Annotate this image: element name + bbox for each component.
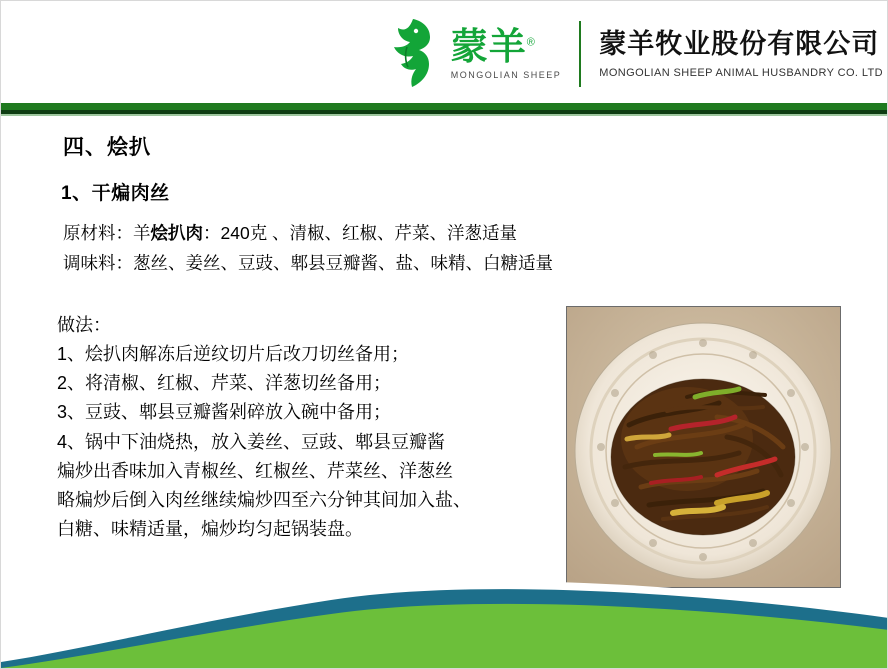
header-rule-thin (1, 114, 888, 116)
company-english-name: MONGOLIAN SHEEP ANIMAL HUSBANDRY CO. LTD (599, 66, 883, 79)
steps-heading: 做法： (57, 315, 111, 335)
logo-chinese-name (451, 28, 536, 65)
step-line: 3、豆豉、郫县豆瓣酱剁碎放入碗中备用； (57, 402, 392, 423)
step-line: 4、锅中下油烧热，放入姜丝、豆豉、郫县豆瓣酱 (57, 431, 446, 452)
brand-divider (579, 21, 581, 87)
dish-title: 1、干煸肉丝 (61, 183, 170, 204)
logo-text (451, 17, 562, 91)
step-line: 白糖、味精适量，煸炒均匀起锅装盘。 (57, 519, 363, 540)
ingredients-line-2: 调味料：葱丝、姜丝、豆豉、郫县豆瓣酱、盐、味精、白糖适量 (63, 253, 553, 274)
logo-cn-text: 蒙羊 (450, 26, 527, 67)
dish-photo (566, 306, 841, 588)
slide-header (1, 1, 888, 111)
ingredients-label: 原材料：羊 (63, 223, 151, 243)
step-line: 煸炒出香味加入青椒丝、红椒丝、芹菜丝、洋葱丝 (57, 460, 453, 481)
brand-block (383, 17, 883, 91)
steps-block (57, 311, 557, 544)
step-line: 略煸炒后倒入肉丝继续煸炒四至六分钟其间加入盐、 (57, 489, 471, 510)
slide-content (1, 119, 888, 589)
step-line: 2、将清椒、红椒、芹菜、洋葱切丝备用； (57, 373, 392, 394)
registered-mark-icon: ® (526, 36, 536, 49)
sheep-logo-icon (383, 17, 441, 91)
ingredients-block (63, 218, 853, 278)
ingredients-rest: ：240克 、清椒、红椒、芹菜、洋葱适量 (203, 223, 518, 243)
header-rule-green (1, 103, 888, 110)
step-line: 1、烩扒肉解冻后逆纹切片后改刀切丝备用； (57, 344, 410, 365)
ingredients-main-item: 烩扒肉 (150, 223, 203, 243)
company-chinese-name: 蒙羊牧业股份有限公司 (599, 29, 880, 60)
company-block (599, 17, 883, 91)
ingredients-line-1 (63, 218, 853, 248)
logo-english-name: MONGOLIAN SHEEP (450, 70, 562, 80)
slide-footer (1, 568, 888, 668)
section-title: 四、烩扒 (63, 136, 151, 159)
